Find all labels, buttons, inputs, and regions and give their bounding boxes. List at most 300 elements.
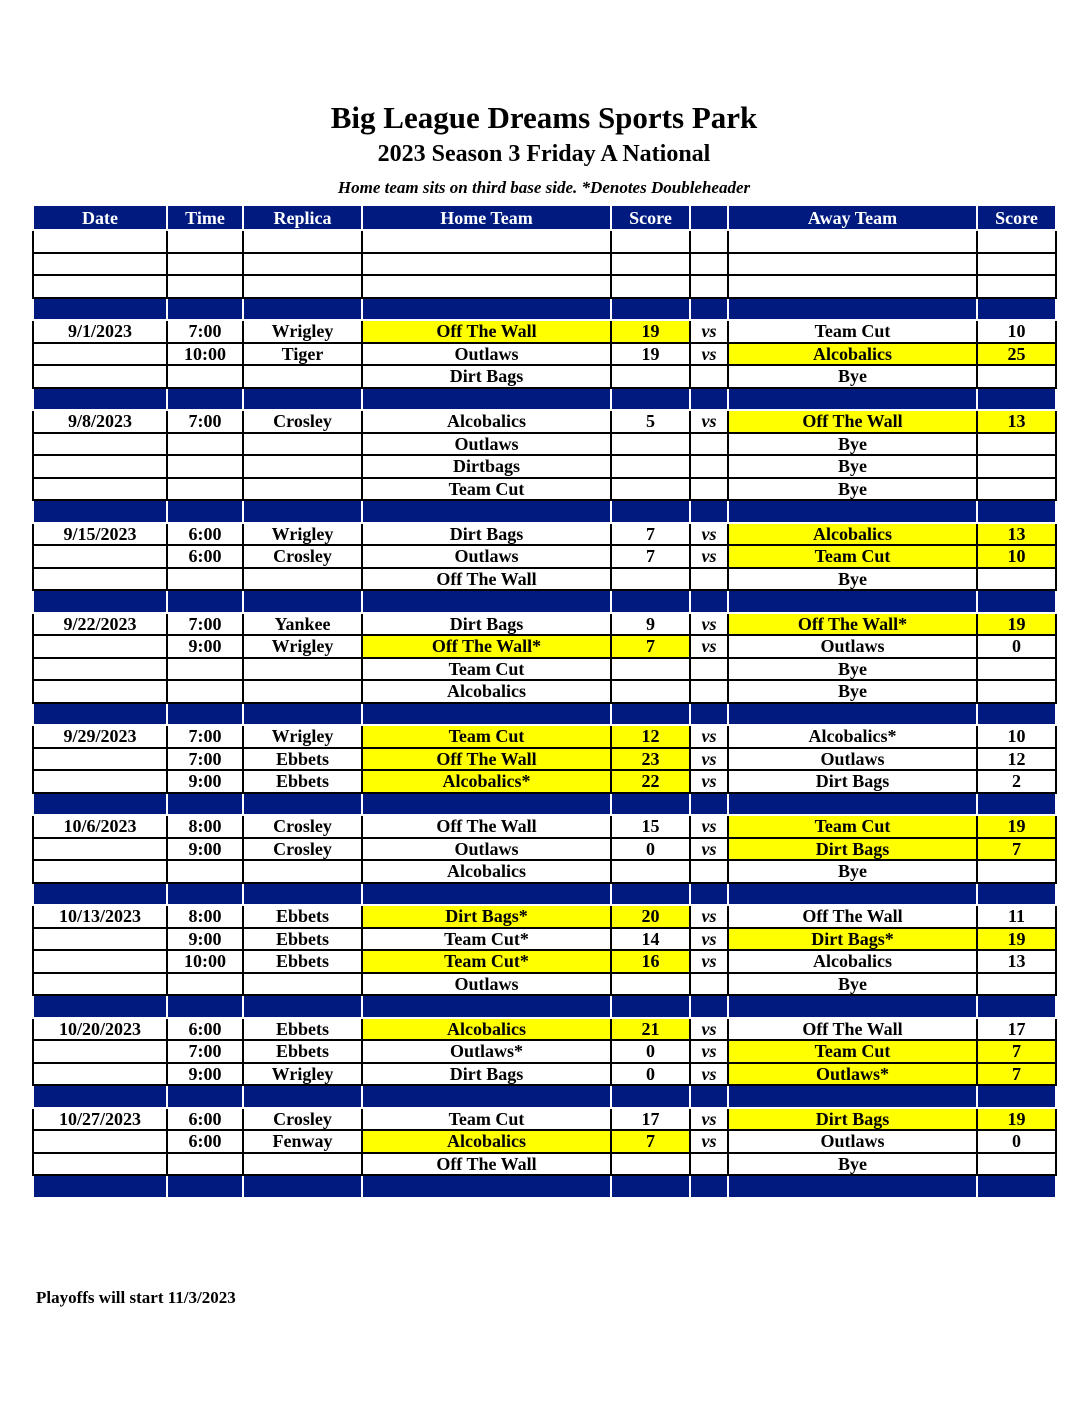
blank-cell — [728, 275, 977, 298]
separator-cell — [362, 703, 611, 726]
home-team: Team Cut* — [362, 950, 611, 973]
playoffs-note: Playoffs will start 11/3/2023 — [36, 1288, 236, 1307]
field-replica: Crosley — [243, 410, 362, 433]
game-date — [33, 1040, 167, 1063]
away-team: Outlaws — [728, 1130, 977, 1153]
vs-label: vs — [690, 748, 728, 771]
away-team: Bye — [728, 455, 977, 478]
game-date: 10/13/2023 — [33, 905, 167, 928]
field-replica — [243, 365, 362, 388]
field-replica: Ebbets — [243, 770, 362, 793]
vs-label — [690, 1153, 728, 1176]
away-score: 7 — [977, 1040, 1056, 1063]
home-team: Outlaws* — [362, 1040, 611, 1063]
schedule-body — [33, 230, 1056, 1198]
away-score — [977, 433, 1056, 456]
week-separator — [33, 388, 1056, 411]
game-row — [33, 815, 1056, 838]
field-replica: Wrigley — [243, 1063, 362, 1086]
week-separator — [33, 793, 1056, 816]
separator-cell — [33, 995, 167, 1018]
away-team: Off The Wall — [728, 1018, 977, 1041]
field-replica: Crosley — [243, 545, 362, 568]
game-time: 10:00 — [167, 343, 243, 366]
game-date: 10/20/2023 — [33, 1018, 167, 1041]
separator-cell — [362, 883, 611, 906]
game-time — [167, 455, 243, 478]
separator-cell — [611, 995, 690, 1018]
week-separator — [33, 590, 1056, 613]
home-score: 20 — [611, 905, 690, 928]
separator-cell — [362, 298, 611, 321]
away-score: 0 — [977, 1130, 1056, 1153]
separator-cell — [977, 995, 1056, 1018]
separator-cell — [167, 500, 243, 523]
home-score: 12 — [611, 725, 690, 748]
away-score: 0 — [977, 635, 1056, 658]
separator-cell — [33, 590, 167, 613]
home-team: Alcobalics — [362, 860, 611, 883]
field-replica: Ebbets — [243, 905, 362, 928]
separator-cell — [728, 500, 977, 523]
away-score: 19 — [977, 815, 1056, 838]
blank-cell — [362, 275, 611, 298]
game-date — [33, 860, 167, 883]
blank-cell — [243, 253, 362, 276]
game-row — [33, 478, 1056, 501]
separator-cell — [167, 388, 243, 411]
vs-label: vs — [690, 613, 728, 636]
blank-cell — [977, 275, 1056, 298]
away-score: 13 — [977, 950, 1056, 973]
home-score — [611, 365, 690, 388]
home-score — [611, 680, 690, 703]
home-score: 21 — [611, 1018, 690, 1041]
field-replica: Ebbets — [243, 928, 362, 951]
separator-cell — [33, 500, 167, 523]
separator-cell — [33, 1175, 167, 1198]
game-date: 10/27/2023 — [33, 1108, 167, 1131]
game-time: 9:00 — [167, 770, 243, 793]
week-separator — [33, 703, 1056, 726]
game-date — [33, 950, 167, 973]
home-team: Team Cut — [362, 658, 611, 681]
home-score: 7 — [611, 523, 690, 546]
separator-cell — [611, 388, 690, 411]
separator-cell — [33, 388, 167, 411]
away-score — [977, 568, 1056, 591]
game-row — [33, 433, 1056, 456]
home-team: Off The Wall — [362, 748, 611, 771]
game-time — [167, 680, 243, 703]
game-time — [167, 860, 243, 883]
separator-cell — [167, 703, 243, 726]
away-score — [977, 455, 1056, 478]
separator-cell — [728, 1175, 977, 1198]
game-row — [33, 973, 1056, 996]
separator-cell — [977, 793, 1056, 816]
separator-cell — [611, 1085, 690, 1108]
separator-cell — [362, 590, 611, 613]
separator-cell — [167, 995, 243, 1018]
field-replica: Ebbets — [243, 1018, 362, 1041]
field-replica: Crosley — [243, 838, 362, 861]
game-date — [33, 1063, 167, 1086]
separator-cell — [690, 703, 728, 726]
home-score: 16 — [611, 950, 690, 973]
vs-label: vs — [690, 928, 728, 951]
home-score: 7 — [611, 1130, 690, 1153]
home-team: Team Cut — [362, 1108, 611, 1131]
separator-cell — [33, 1085, 167, 1108]
field-replica — [243, 455, 362, 478]
separator-cell — [690, 298, 728, 321]
week-separator — [33, 500, 1056, 523]
away-team: Bye — [728, 365, 977, 388]
separator-cell — [690, 388, 728, 411]
home-score — [611, 433, 690, 456]
home-team: Dirtbags — [362, 455, 611, 478]
game-time: 9:00 — [167, 1063, 243, 1086]
separator-cell — [690, 883, 728, 906]
separator-cell — [611, 298, 690, 321]
game-date — [33, 1130, 167, 1153]
game-date — [33, 1153, 167, 1176]
vs-label: vs — [690, 523, 728, 546]
home-team: Alcobalics — [362, 410, 611, 433]
separator-cell — [167, 1175, 243, 1198]
vs-label: vs — [690, 410, 728, 433]
separator-cell — [243, 298, 362, 321]
game-row — [33, 365, 1056, 388]
separator-cell — [977, 388, 1056, 411]
separator-cell — [362, 793, 611, 816]
separator-cell — [977, 883, 1056, 906]
field-replica: Ebbets — [243, 1040, 362, 1063]
col-away-team-header: Away Team — [728, 205, 977, 230]
game-date — [33, 770, 167, 793]
field-replica — [243, 680, 362, 703]
game-row — [33, 860, 1056, 883]
blank-cell — [690, 253, 728, 276]
separator-cell — [728, 298, 977, 321]
away-team: Team Cut — [728, 1040, 977, 1063]
away-team: Bye — [728, 680, 977, 703]
field-replica — [243, 658, 362, 681]
game-row — [33, 568, 1056, 591]
vs-label — [690, 860, 728, 883]
away-score: 17 — [977, 1018, 1056, 1041]
away-team: Team Cut — [728, 545, 977, 568]
home-team: Outlaws — [362, 973, 611, 996]
vs-label: vs — [690, 1130, 728, 1153]
away-team: Dirt Bags — [728, 838, 977, 861]
home-score — [611, 478, 690, 501]
vs-label — [690, 365, 728, 388]
week-separator — [33, 1175, 1056, 1198]
separator-cell — [611, 1175, 690, 1198]
separator-cell — [167, 793, 243, 816]
separator-cell — [243, 883, 362, 906]
vs-label — [690, 973, 728, 996]
game-row — [33, 343, 1056, 366]
separator-cell — [611, 590, 690, 613]
home-score: 19 — [611, 343, 690, 366]
separator-cell — [243, 388, 362, 411]
game-date — [33, 838, 167, 861]
away-score: 19 — [977, 613, 1056, 636]
separator-cell — [690, 590, 728, 613]
away-team: Bye — [728, 433, 977, 456]
game-time: 6:00 — [167, 523, 243, 546]
separator-cell — [690, 793, 728, 816]
game-time: 9:00 — [167, 635, 243, 658]
home-team: Off The Wall* — [362, 635, 611, 658]
field-replica — [243, 973, 362, 996]
home-score: 0 — [611, 1040, 690, 1063]
separator-cell — [243, 1175, 362, 1198]
game-time — [167, 433, 243, 456]
away-team: Off The Wall — [728, 410, 977, 433]
home-team: Dirt Bags — [362, 365, 611, 388]
game-date — [33, 455, 167, 478]
separator-cell — [611, 883, 690, 906]
game-row — [33, 770, 1056, 793]
home-score: 0 — [611, 838, 690, 861]
separator-cell — [977, 1085, 1056, 1108]
vs-label: vs — [690, 725, 728, 748]
away-score — [977, 860, 1056, 883]
home-team: Outlaws — [362, 343, 611, 366]
separator-cell — [33, 703, 167, 726]
game-row — [33, 748, 1056, 771]
home-score — [611, 455, 690, 478]
field-replica: Yankee — [243, 613, 362, 636]
away-team: Dirt Bags — [728, 770, 977, 793]
away-team: Alcobalics — [728, 950, 977, 973]
blank-cell — [167, 275, 243, 298]
away-team: Outlaws — [728, 748, 977, 771]
separator-cell — [243, 793, 362, 816]
game-time — [167, 658, 243, 681]
vs-label: vs — [690, 1018, 728, 1041]
field-replica: Wrigley — [243, 523, 362, 546]
home-score: 5 — [611, 410, 690, 433]
away-team: Bye — [728, 568, 977, 591]
blank-cell — [611, 230, 690, 253]
blank-cell — [243, 275, 362, 298]
vs-label: vs — [690, 635, 728, 658]
game-row — [33, 1108, 1056, 1131]
blank-row — [33, 275, 1056, 298]
col-home-score-header: Score — [611, 205, 690, 230]
game-date: 9/1/2023 — [33, 320, 167, 343]
home-score: 0 — [611, 1063, 690, 1086]
game-time: 7:00 — [167, 613, 243, 636]
home-score: 14 — [611, 928, 690, 951]
blank-cell — [167, 230, 243, 253]
blank-cell — [167, 253, 243, 276]
week-separator — [33, 995, 1056, 1018]
home-team: Off The Wall — [362, 568, 611, 591]
away-score — [977, 658, 1056, 681]
blank-cell — [33, 275, 167, 298]
home-team: Off The Wall — [362, 320, 611, 343]
game-row — [33, 613, 1056, 636]
field-replica: Crosley — [243, 1108, 362, 1131]
home-score — [611, 658, 690, 681]
separator-cell — [977, 298, 1056, 321]
home-team: Off The Wall — [362, 1153, 611, 1176]
game-time: 9:00 — [167, 838, 243, 861]
separator-cell — [362, 388, 611, 411]
home-score — [611, 973, 690, 996]
separator-cell — [243, 703, 362, 726]
col-away-score-header: Score — [977, 205, 1056, 230]
blank-cell — [728, 253, 977, 276]
game-time — [167, 568, 243, 591]
home-team: Outlaws — [362, 545, 611, 568]
field-replica — [243, 433, 362, 456]
game-time: 7:00 — [167, 725, 243, 748]
separator-cell — [243, 590, 362, 613]
separator-cell — [690, 995, 728, 1018]
vs-label: vs — [690, 1063, 728, 1086]
vs-label — [690, 478, 728, 501]
separator-cell — [728, 883, 977, 906]
week-separator — [33, 883, 1056, 906]
game-date: 9/29/2023 — [33, 725, 167, 748]
away-team: Team Cut — [728, 815, 977, 838]
game-time: 10:00 — [167, 950, 243, 973]
blank-cell — [611, 253, 690, 276]
separator-cell — [728, 1085, 977, 1108]
blank-cell — [728, 230, 977, 253]
home-team: Alcobalics* — [362, 770, 611, 793]
away-score — [977, 973, 1056, 996]
vs-label — [690, 455, 728, 478]
separator-cell — [690, 1085, 728, 1108]
vs-label: vs — [690, 343, 728, 366]
game-time — [167, 1153, 243, 1176]
home-team: Team Cut — [362, 478, 611, 501]
separator-cell — [33, 793, 167, 816]
game-row — [33, 1130, 1056, 1153]
separator-cell — [977, 703, 1056, 726]
game-date — [33, 365, 167, 388]
game-date — [33, 635, 167, 658]
separator-cell — [728, 793, 977, 816]
away-team: Outlaws — [728, 635, 977, 658]
week-separator — [33, 298, 1056, 321]
home-team: Team Cut — [362, 725, 611, 748]
game-time: 7:00 — [167, 1040, 243, 1063]
game-row — [33, 320, 1056, 343]
game-row — [33, 455, 1056, 478]
game-date — [33, 748, 167, 771]
field-replica: Wrigley — [243, 320, 362, 343]
game-row — [33, 1063, 1056, 1086]
away-score: 13 — [977, 410, 1056, 433]
game-time: 7:00 — [167, 748, 243, 771]
home-score — [611, 860, 690, 883]
home-team: Alcobalics — [362, 1130, 611, 1153]
home-team: Dirt Bags — [362, 613, 611, 636]
separator-cell — [243, 1085, 362, 1108]
separator-cell — [33, 298, 167, 321]
separator-cell — [611, 500, 690, 523]
away-score: 10 — [977, 725, 1056, 748]
game-date: 9/22/2023 — [33, 613, 167, 636]
game-row — [33, 838, 1056, 861]
game-time: 8:00 — [167, 815, 243, 838]
away-score: 12 — [977, 748, 1056, 771]
game-row — [33, 680, 1056, 703]
vs-label: vs — [690, 1040, 728, 1063]
separator-cell — [611, 793, 690, 816]
schedule-table — [32, 204, 1057, 1199]
vs-label: vs — [690, 815, 728, 838]
game-time — [167, 365, 243, 388]
blank-cell — [977, 253, 1056, 276]
home-score: 9 — [611, 613, 690, 636]
field-replica — [243, 568, 362, 591]
away-team: Bye — [728, 658, 977, 681]
home-team: Dirt Bags* — [362, 905, 611, 928]
home-team: Alcobalics — [362, 1018, 611, 1041]
col-replica-header: Replica — [243, 205, 362, 230]
blank-cell — [690, 275, 728, 298]
game-date — [33, 680, 167, 703]
blank-cell — [362, 253, 611, 276]
blank-cell — [611, 275, 690, 298]
game-date: 9/15/2023 — [33, 523, 167, 546]
game-row — [33, 523, 1056, 546]
separator-cell — [33, 883, 167, 906]
away-team: Bye — [728, 1153, 977, 1176]
game-date — [33, 568, 167, 591]
away-score: 10 — [977, 545, 1056, 568]
game-time: 6:00 — [167, 1018, 243, 1041]
home-score — [611, 1153, 690, 1176]
separator-cell — [362, 1085, 611, 1108]
away-team: Bye — [728, 860, 977, 883]
game-date — [33, 973, 167, 996]
game-row — [33, 905, 1056, 928]
separator-cell — [243, 995, 362, 1018]
game-time: 6:00 — [167, 1130, 243, 1153]
game-time: 6:00 — [167, 1108, 243, 1131]
away-score: 13 — [977, 523, 1056, 546]
field-replica — [243, 478, 362, 501]
field-replica: Tiger — [243, 343, 362, 366]
game-row — [33, 950, 1056, 973]
separator-cell — [167, 590, 243, 613]
blank-cell — [33, 230, 167, 253]
away-team: Off The Wall — [728, 905, 977, 928]
game-time: 6:00 — [167, 545, 243, 568]
game-date — [33, 478, 167, 501]
separator-cell — [690, 1175, 728, 1198]
away-score — [977, 365, 1056, 388]
blank-cell — [243, 230, 362, 253]
game-time: 7:00 — [167, 320, 243, 343]
field-replica: Crosley — [243, 815, 362, 838]
blank-row — [33, 230, 1056, 253]
col-vs-header — [690, 205, 728, 230]
away-score: 11 — [977, 905, 1056, 928]
col-time-header: Time — [167, 205, 243, 230]
